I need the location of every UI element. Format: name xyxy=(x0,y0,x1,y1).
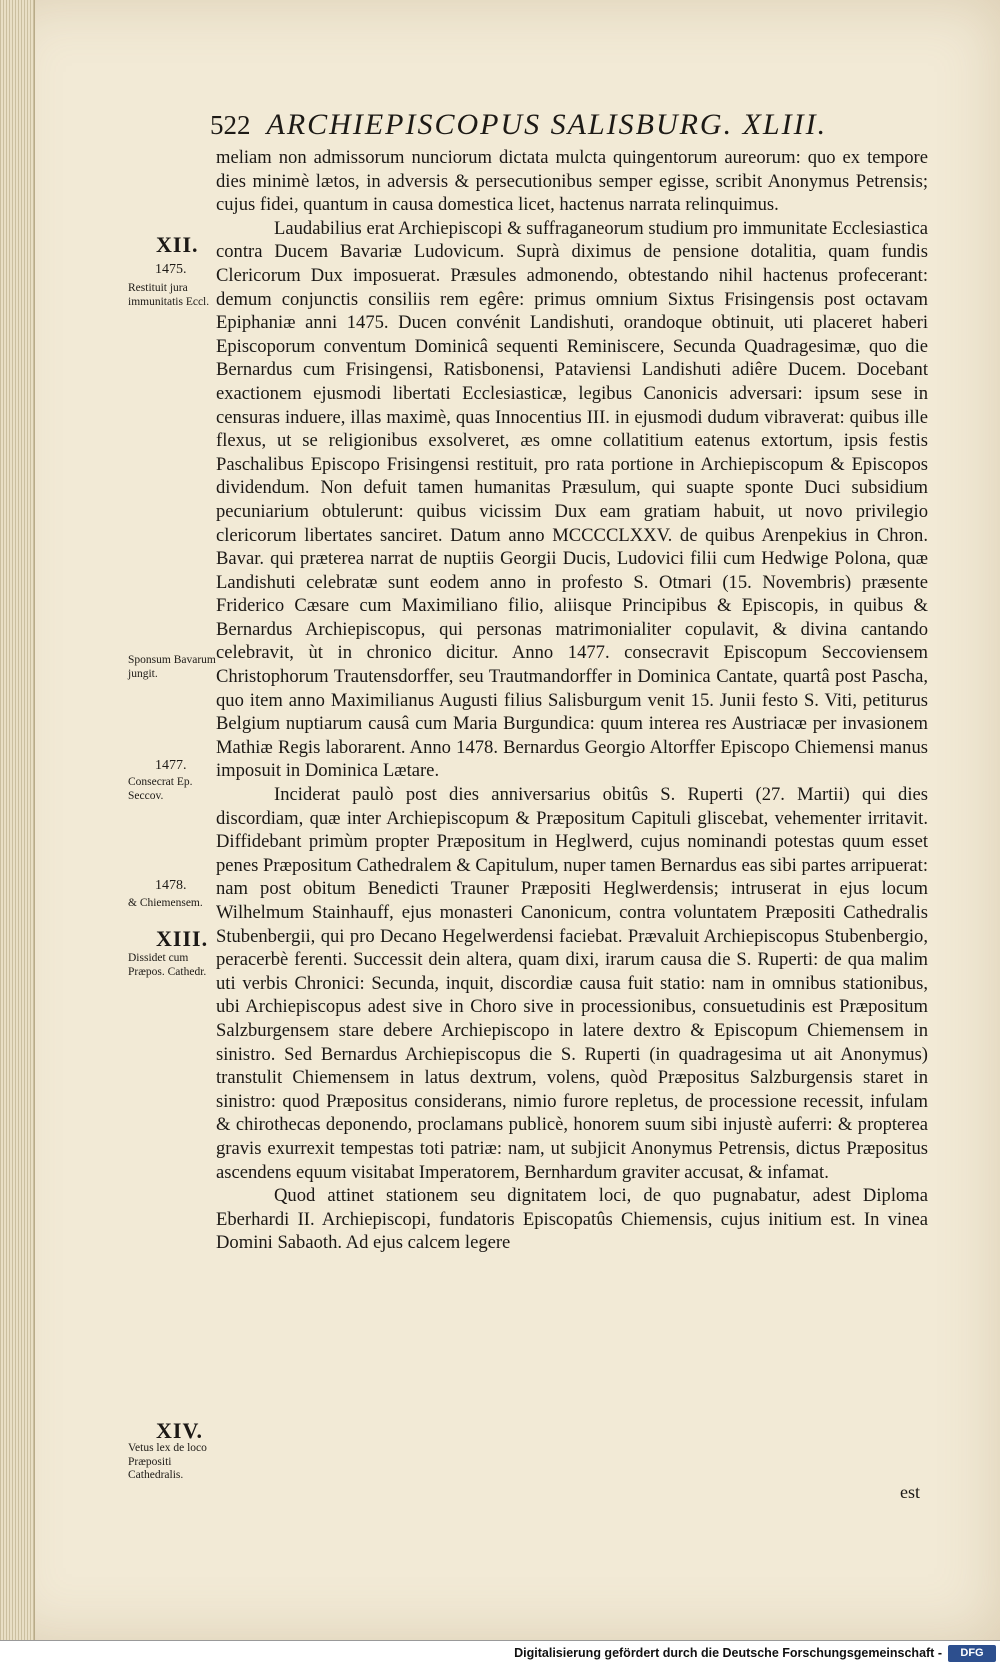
section-number-12: XII. xyxy=(156,232,199,257)
margin-note-sponsum: Sponsum Bavarum jungit. xyxy=(128,654,216,680)
margin-note-chiemensem: & Chiemensem. xyxy=(128,897,203,909)
page-number: 522 xyxy=(210,110,251,140)
paragraph-section-12: Laudabilius erat Archiepiscopi & suffraganeorum studium pro immunitate Ecclesiastica contra Ducem Bavariæ Ludovicum. Suprà diximus de pensione dotalitia, quam fundis Clericorum Dux imposuerat. Præsules admonendo, obtestando nihil hactenus profecerant: demum conjunctis consiliis rem egêre: primus omnium Sixtus Frisingensis post octavam Epiphaniæ anni 1475. Ducen convénit Landishuti, orandoque obtinuit, uti placeret haberi Episcoporum conventum Dominicâ sequenti Reminiscere, Secunda Quadragesimæ, quo die Bernardus cum Frisingensi, Ratisbonensi, Pataviensi Landishuti adiêre Ducem. Docebant exactionem ejusmodi libertati Ecclesiasticæ, legibus Canonicis adversari: ipsum sese in censuras induere, illas maximè, quas Innocentius III. in ejusmodi dudum vibraverat: quibus ille flexus, ut se religionibus exsolveret, æs omne collatitium eatenus extortum, ipsis festis Paschalibus Episcopo Frisingensi restituit, pro rata portione in Archiepiscopum & Episcopos dividendum. Non defuit tamen humanitas Præsulum, qui suapte sponte Duci subsidium pecuniarium obtulerunt: quibus vicissim Dux eam gratiam habuit, ut novo privilegio clericorum libertates sanciret. Datum anno MCCCCLXXV. de quibus Arenpekius in Chron. Bavar. qui præterea narrat de nuptiis Georgii Ducis, Ludovici filii cum Hedwige Polona, quæ Landishuti celebratæ sunt eodem anno in profesto S. Otmari (15. Novembris) præsente Friderico Cæsare cum Maximiliano filio, aliisque Principibus & Episcopis, in quibus & Bernardus Archiepiscopus, qui personas matrimonialiter copulavit, & divina cantando celebravit, ùt in chronico dicitur. Anno 1477. consecravit Episcopum Seccoviensem Christophorum Trautensdorffer, seu Trautmandorffer in Dominica Cantate, quartâ post Pascha, quo item anno Maximilianus Augusti filius Salisburgum venit 15. Junii festo S. Viti, petiturus Belgium nuptiarum causâ cum Maria Burgundica: quum interea res Austriacæ per invasionem Mathiæ Regis laborarent. Anno 1478. Bernardus Georgio Altorffer Episcopo Chiemensi manus imposuit in Dominica Lætare. xyxy=(216,217,928,782)
paragraph-section-14: Quod attinet stationem seu dignitatem loci, de quo pugnabatur, adest Diploma Eberhardi II. Archiepiscopi, fundatoris Episcopatûs Chiemensis, cujus initium est. In vinea Domini Sabaoth. Ad ejus calcem legere xyxy=(216,1185,928,1254)
dfg-logo-icon[interactable]: DFG xyxy=(948,1645,996,1662)
paragraph-continued: meliam non admissorum nunciorum dictata mulcta quingentorum aureorum: quo ex tempore dies minimè lætos, in adversis & persecutionibus semper egisse, scribit Anonymus Petrensis; cujus fidei, quantum in causa domestica licet, hactenus narrata relinquimus. xyxy=(216,147,928,216)
margin-year-1475: 1475. xyxy=(155,262,187,277)
margin-year-1477: 1477. xyxy=(155,758,187,773)
section-number-14: XIV. xyxy=(156,1418,204,1443)
running-head-title: ARCHIEPISCOPUS SALISBURG. XLIII. xyxy=(266,108,828,141)
margin-note-restituit: Restituit jura immunitatis Eccl. xyxy=(128,282,210,308)
digitization-footer xyxy=(0,1640,1000,1666)
page-binding-edge xyxy=(0,0,35,1640)
margin-note-dissidet: Dissidet cum Præpos. Cathedr. xyxy=(128,952,207,978)
main-text xyxy=(216,146,928,1255)
section-number-13: XIII. xyxy=(156,926,209,951)
paragraph-section-13: Inciderat paulò post dies anniversarius obitûs S. Ruperti (27. Martii) qui dies discordiam, quæ inter Archiepiscopum & Præpositum Capituli gliscebat, vehementer irritavit. Diffidebant primùm propter Præpositum in Heglwerd, cujus nominandi potestas quum esset penes Præpositum Cathedralem & Capitulum, nuper tamen Bernardus eas sibi partes arripuerat: nam post obitum Benedicti Trauner Præpositi Heglwerdensis; intruserat in ejus locum Wilhelmum Stainhauff, ejus monasteri Canonicum, contra voluntatem Præpositi Cathedralis Stubenbergii, qui pro Decano Hegelwerdensi faciebat. Prævaluit Archiepiscopus Stubenbergio, peracerbè ferenti. Successit dein altera, quam dixi, irarum causa die S. Ruperti: de qua malim uti verbis Chronici: Secunda, inquit, discordiæ causa fuit statio: nam in omnibus stationibus, ubi Archiepiscopus adest sive in Choro sive in processionibus, consuetudinis est Præpositum Salzburgensem stare debere Archiepiscopo in latere dextro & Episcopum Chiemensem in sinistro. Sed Bernardus Archiepiscopus die S. Ruperti (in quadragesima ut ait Anonymus) transtulit Chiemensem in latus dextrum, volens, quòd Præpositus Salzburgensis staret in sinistro: quod Præpositus considerans, nimio furore repletus, de processione recessit, infulam & chirothecas deponendo, proclamans publicè, honorem suum sibi injustè auferri: & propterea gravis exurrexit tempestas toti patriæ: nam, ut subjicit Anonymus Petrensis, dictus Præpositus ascendens equum visitabat Imperatorem, Bernhardum graviter accusat, & infamat. xyxy=(216,784,928,1183)
catchword: est xyxy=(900,1482,920,1502)
margin-note-consecrat: Consecrat Ep. Seccov. xyxy=(128,776,193,802)
margin-year-1478: 1478. xyxy=(155,878,187,893)
margin-note-vetus: Vetus lex de loco Præpositi Cathedralis. xyxy=(128,1442,207,1481)
running-head xyxy=(210,108,930,142)
footer-credit: Digitalisierung gefördert durch die Deutsche Forschungsgemeinschaft - xyxy=(514,1646,942,1660)
